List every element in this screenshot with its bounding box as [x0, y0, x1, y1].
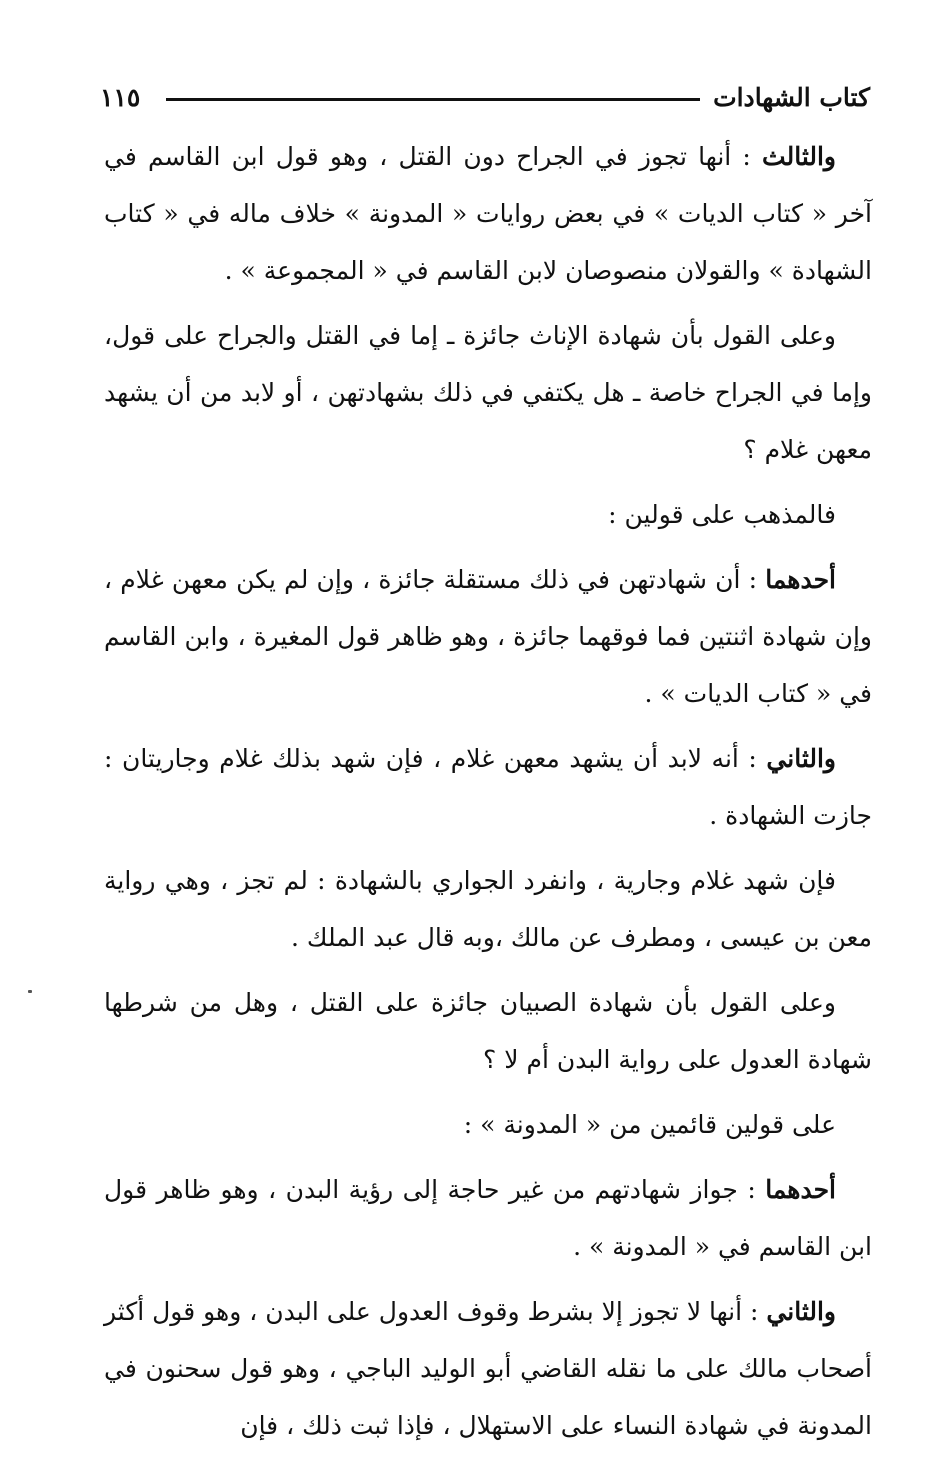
- paragraph-text: : أنه لابد أن يشهد معهن غلام ، فإن شهد بذلك غلام وجاريتان : جازت الشهادة .: [104, 744, 872, 830]
- running-title: كتاب الشهادات: [713, 83, 870, 112]
- paragraph-text: فالمذهب على قولين :: [608, 500, 836, 529]
- paragraph-text: وعلى القول بأن شهادة الصبيان جائزة على القتل ، وهل من شرطها شهادة العدول على رواية البدن أم لا ؟: [104, 988, 872, 1074]
- paragraph: [104, 486, 872, 543]
- paragraph: [104, 730, 872, 844]
- paragraph: [104, 128, 872, 299]
- paragraph: [104, 307, 872, 478]
- body-text: [104, 128, 872, 1462]
- paragraph-text: : جواز شهادتهم من غير حاجة إلى رؤية البدن ، وهو ظاهر قول ابن القاسم في « المدونة » .: [104, 1175, 872, 1261]
- paragraph: [104, 1161, 872, 1275]
- paragraph-lead: والثاني: [766, 1297, 836, 1326]
- paragraph: [104, 974, 872, 1088]
- paragraph-lead: والثاني: [766, 744, 836, 773]
- paragraph-text: فإن شهد غلام وجارية ، وانفرد الجواري بالشهادة : لم تجز ، وهي رواية معن بن عيسى ، ومطرف عن مالك ،وبه قال عبد الملك .: [104, 866, 872, 952]
- paragraph: [104, 1283, 872, 1454]
- header-rule: [166, 98, 700, 101]
- paragraph-lead: أحدهما: [765, 1175, 836, 1204]
- margin-speck: [28, 990, 32, 993]
- paragraph-text: وعلى القول بأن شهادة الإناث جائزة ـ إما في القتل والجراح على قول، وإما في الجراح خاصة ـ هل يكتفي في ذلك بشهادتهن ، أو لابد من أن يشهد معهن غلام ؟: [104, 321, 872, 464]
- paragraph-lead: والثالث: [762, 142, 836, 171]
- paragraph: [104, 1096, 872, 1153]
- page-number: ١١٥: [100, 83, 141, 112]
- paragraph: [104, 551, 872, 722]
- paragraph-text: : أنها تجوز في الجراح دون القتل ، وهو قول ابن القاسم في آخر « كتاب الديات » في بعض روايات « المدونة » خلاف ماله في « كتاب الشهادة » والقولان منصوصان لابن القاسم في « المجموعة » .: [104, 142, 872, 285]
- paragraph-text: : أن شهادتهن في ذلك مستقلة جائزة ، وإن لم يكن معهن غلام ، وإن شهادة اثنتين فما فوقهما جائزة ، وهو ظاهر قول المغيرة ، وابن القاسم في « كتاب الديات » .: [104, 565, 872, 708]
- paragraph: [104, 852, 872, 966]
- paragraph-text: على قولين قائمين من « المدونة » :: [463, 1110, 836, 1139]
- page-header: [100, 74, 870, 122]
- paragraph-text: : أنها لا تجوز إلا بشرط وقوف العدول على البدن ، وهو قول أكثر أصحاب مالك على ما نقله القاضي أبو الوليد الباجي ، وهو قول سحنون في المدونة في شهادة النساء على الاستهلال ، فإذا ثبت ذلك ، فإن: [104, 1297, 872, 1440]
- paragraph-lead: أحدهما: [765, 565, 836, 594]
